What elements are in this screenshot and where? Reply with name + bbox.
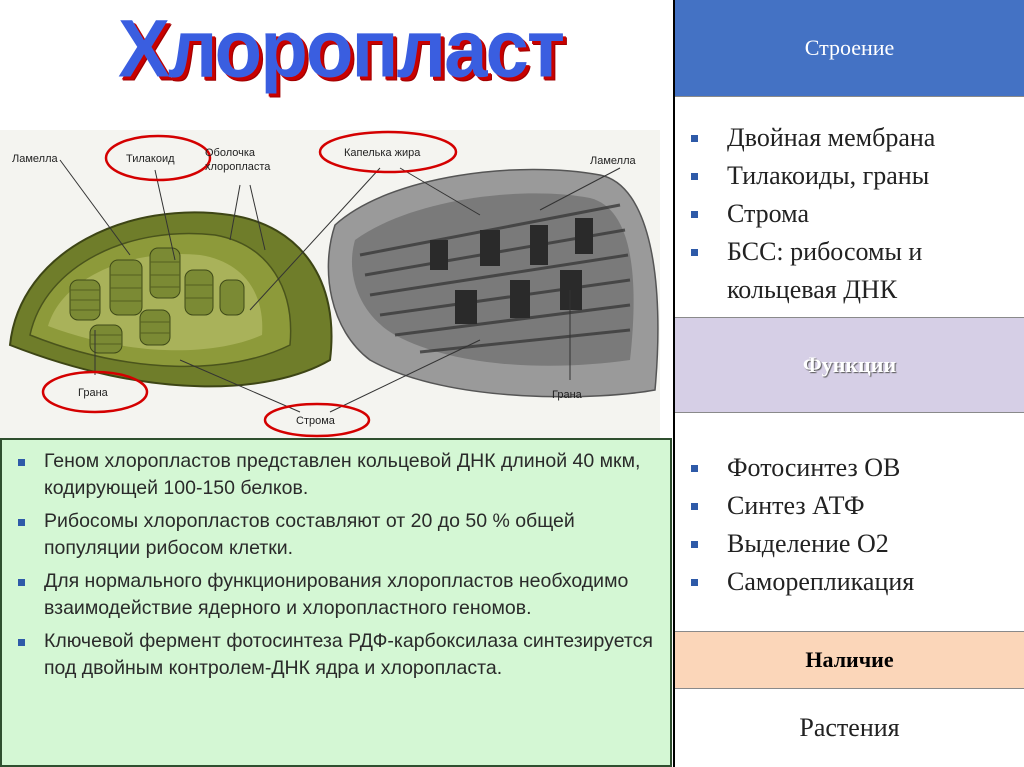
bullet-icon: [18, 579, 25, 586]
label-envelope-2: хлоропласта: [205, 161, 271, 173]
bullet-icon: [691, 211, 698, 218]
label-lipid-drop: Капелька жира: [344, 147, 421, 159]
function-item: [687, 487, 1024, 525]
label-stroma: Строма: [296, 415, 335, 427]
function-item-text: Саморепликация: [727, 567, 915, 596]
structure-item: [687, 233, 1024, 309]
bullet-icon: [691, 465, 698, 472]
bullet-icon: [691, 503, 698, 510]
structure-item-text: Строма: [727, 199, 809, 228]
function-item: [687, 449, 1024, 487]
bullet-icon: [18, 639, 25, 646]
label-lamella-right: Ламелла: [590, 155, 636, 167]
bullet-icon: [691, 541, 698, 548]
label-grana-left: Грана: [78, 387, 108, 399]
label-lamella-left: Ламелла: [12, 153, 58, 165]
function-item-text: Выделение О2: [727, 529, 889, 558]
info-list: [2, 440, 670, 682]
label-grana-right: Грана: [552, 389, 582, 401]
functions-cell: [675, 412, 1024, 632]
bullet-icon: [691, 173, 698, 180]
structure-list: [675, 97, 1024, 309]
function-item-text: Фотосинтез ОВ: [727, 453, 901, 482]
functions-list: [675, 413, 1024, 601]
structure-item-text: Двойная мембрана: [727, 123, 936, 152]
structure-item-text: Тилакоиды, граны: [727, 161, 930, 190]
structure-item: [687, 119, 1024, 157]
function-item-text: Синтез АТФ: [727, 491, 865, 520]
presence-value: Растения: [675, 688, 1024, 767]
structure-item: [687, 195, 1024, 233]
label-thylakoid: Тилакоид: [126, 153, 175, 165]
structure-cell: [675, 96, 1024, 318]
info-item: [12, 448, 660, 502]
info-item: [12, 568, 660, 622]
info-item-text: Ключевой фермент фотосинтеза РДФ-карбоксилаза синтезируется под двойным контролем-ДНК ядра и хлоропласта.: [44, 630, 653, 679]
structure-header: Строение: [675, 0, 1024, 96]
functions-header: Функции: [675, 318, 1024, 412]
info-item-text: Рибосомы хлоропластов составляют от 20 до 50 % общей популяции рибосом клетки.: [44, 510, 575, 559]
info-item: [12, 628, 660, 682]
genome-info-box: [0, 438, 672, 767]
presence-header: Наличие: [675, 632, 1024, 688]
summary-table: [673, 0, 1024, 767]
bullet-icon: [691, 249, 698, 256]
function-item: [687, 525, 1024, 563]
label-envelope-1: Оболочка: [205, 147, 256, 159]
bullet-icon: [691, 135, 698, 142]
info-item-text: Для нормального функционирования хлоропластов необходимо взаимодействие ядерного и хлоропластного геномов.: [44, 570, 629, 619]
micrograph-image: [328, 169, 658, 396]
chloroplast-diagram: [0, 130, 660, 440]
info-item: [12, 508, 660, 562]
structure-item: [687, 157, 1024, 195]
info-item-text: Геном хлоропластов представлен кольцевой ДНК длиной 40 мкм, кодирующей 100-150 белков.: [44, 450, 641, 499]
slide-title: Хлоропласт: [118, 1, 564, 95]
bullet-icon: [691, 579, 698, 586]
function-item: [687, 563, 1024, 601]
structure-item-text: БСС: рибосомы и кольцевая ДНК: [727, 237, 923, 304]
bullet-icon: [18, 519, 25, 526]
bullet-icon: [18, 459, 25, 466]
